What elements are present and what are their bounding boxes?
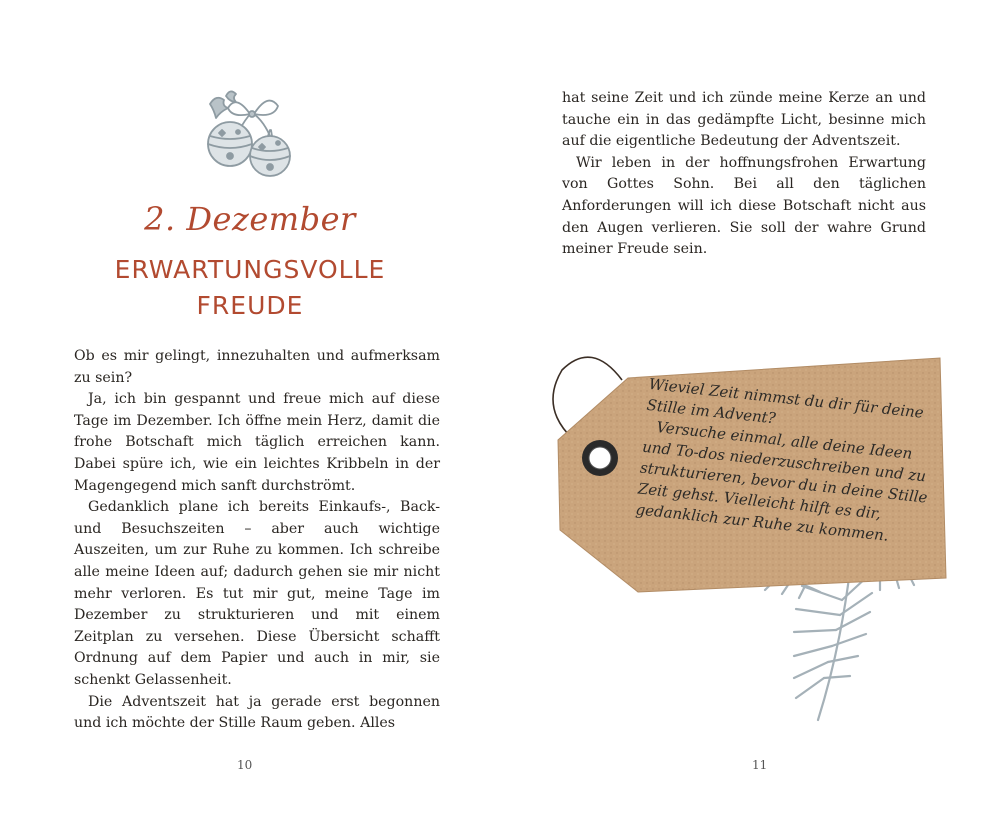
gift-tag-text xyxy=(635,374,939,551)
chapter-title-line-2: FREUDE xyxy=(196,291,304,320)
paragraph: Gedanklich plane ich bereits Einkaufs-, Back- und Besuchszeiten – aber auch wichtige Auszeiten, um zur Ruhe zu kommen. Ich schreibe alle meine Ideen auf; dadurch gehen sie mir nicht mehr verloren. Es tut mir gut, meine Tage im Dezember zu strukturieren und mit einem Zeitplan zu versehen. Diese Übersicht schafft Ordnung auf dem Papier und auch in mir, sie schenkt Gelassenheit. xyxy=(74,499,440,688)
tag-question: Wieviel Zeit nimmst du dir für deine Stille im Advent? xyxy=(645,374,925,428)
page-number: 10 xyxy=(237,758,253,772)
page-number: 11 xyxy=(752,758,768,772)
date-heading: 2. Dezember xyxy=(144,200,356,238)
gift-tag xyxy=(520,330,980,730)
paragraph: Die Adventszeit hat ja gerade erst begonnen und ich möchte der Stille Raum geben. Alles xyxy=(74,693,440,732)
paragraph: hat seine Zeit und ich zünde meine Kerze an und tauche ein in das gedämpfte Licht, besinne mich auf die eigentliche Bedeutung der Adventszeit. xyxy=(562,90,926,150)
jingle-bells-icon xyxy=(188,86,312,186)
tag-advice: Versuche einmal, alle deine Ideen und To-dos niederzuschreiben und zu strukturieren, bevor du in deine Stille Zeit gehst. Vielleicht hilft es dir, gedanklich zur Ruhe zu kommen. xyxy=(634,418,929,545)
right-page xyxy=(500,0,1000,826)
chapter-title xyxy=(60,252,440,324)
paragraph: Ob es mir gelingt, innezuhalten und aufmerksam zu sein? xyxy=(74,348,440,386)
right-body-text xyxy=(562,88,926,261)
chapter-title-line-1: ERWARTUNGSVOLLE xyxy=(114,255,386,284)
paragraph: Wir leben in der hoffnungsfrohen Erwartung von Gottes Sohn. Bei all den täglichen Anforderungen will ich diese Botschaft nicht aus den Augen verlieren. Sie soll der wahre Grund meiner Freude sein. xyxy=(562,154,926,258)
paragraph: Ja, ich bin gespannt und freue mich auf diese Tage im Dezember. Ich öffne mein Herz, damit die frohe Botschaft mich täglich erreichen kann. Dabei spüre ich, wie ein leichtes Kribbeln in der Magengegend mich sanft durchströmt. xyxy=(74,391,440,494)
left-body-text xyxy=(74,346,440,735)
